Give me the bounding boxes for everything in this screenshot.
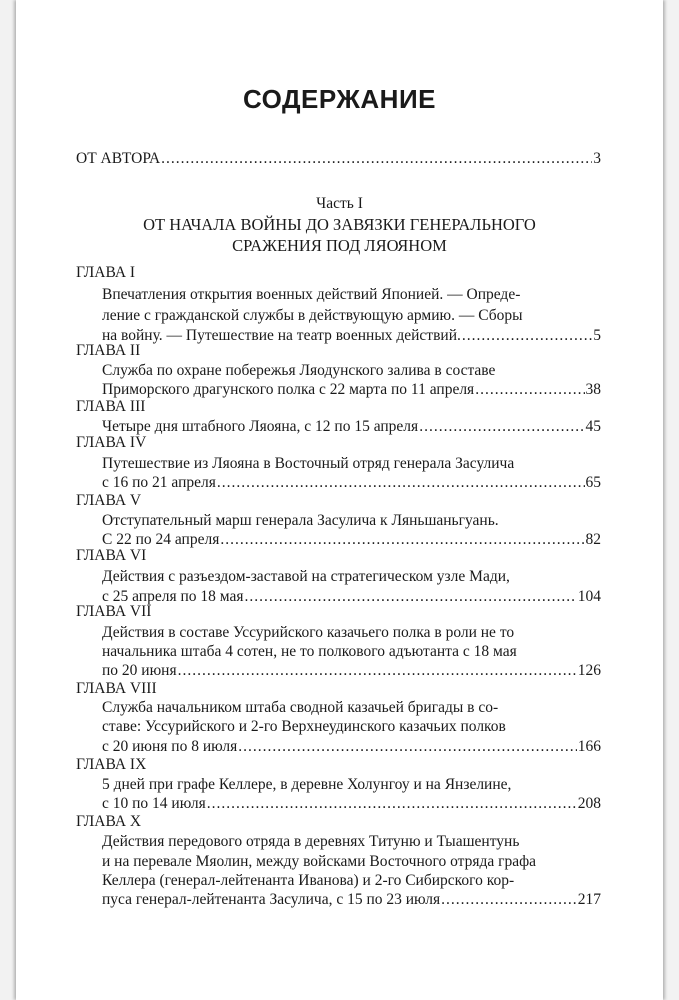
- part-title-line-2: СРАЖЕНИЯ ПОД ЛЯОЯНОМ: [232, 236, 447, 255]
- toc-page-number: 65: [585, 474, 601, 491]
- toc-page-number: 104: [577, 588, 601, 605]
- toc-entry-line: Отступательный марш генерала Засулича к Ляньшаньгуань.: [102, 512, 499, 529]
- leader-dots: [441, 889, 577, 911]
- page-title: СОДЕРЖАНИЕ: [243, 84, 436, 114]
- toc-entry: [102, 472, 601, 494]
- toc-entry-line: 5 дней при графе Келлере, в деревне Холунгоу и на Янзелине,: [102, 776, 512, 793]
- toc-entry: [102, 379, 601, 401]
- toc-entry-text: Четыре дня штабного Ляояна, с 12 по 15 апреля: [102, 418, 419, 435]
- leader-dots: [419, 416, 584, 438]
- toc-entry-text: по 20 июня: [102, 662, 177, 679]
- toc-entry-author: [76, 148, 601, 170]
- toc-entry: [102, 736, 601, 758]
- toc-entry-text: С 22 по 24 апреля: [102, 531, 220, 548]
- toc-entry-line: Служба начальником штаба сводной казачьей бригады в со-: [102, 699, 499, 716]
- toc-page-number: 217: [577, 891, 601, 908]
- toc-page-number: 82: [585, 531, 601, 548]
- toc-entry-text: на войну. — Путешествие на театр военных действий.: [102, 327, 461, 344]
- toc-entry: [102, 325, 601, 347]
- toc-entry-text: с 10 по 14 июля: [102, 795, 206, 812]
- leader-dots: [238, 736, 577, 758]
- toc-entry-line: Впечатления открытия военных действий Японией. — Опреде-: [102, 286, 521, 303]
- toc-page-number: 166: [577, 738, 601, 755]
- toc-entry-line: Действия передового отряда в деревнях Титуню и Тыашентунь: [102, 833, 520, 850]
- toc-page-number: 3: [593, 150, 601, 167]
- leader-dots: [178, 660, 577, 682]
- chapter-heading: ГЛАВА IV: [76, 434, 147, 451]
- toc-entry-line: Келлера (генерал-лейтенанта Иванова) и 2-го Сибирского кор-: [102, 872, 515, 889]
- chapter-heading: ГЛАВА X: [76, 813, 142, 830]
- toc-page-number: 208: [577, 795, 601, 812]
- chapter-heading: ГЛАВА I: [76, 264, 136, 281]
- leader-dots: [244, 586, 576, 608]
- toc-entry: [102, 889, 601, 911]
- toc-entry-text: Приморского драгунского полка с 22 марта по 11 апреля: [102, 381, 475, 398]
- toc-entry-line: Путешествие из Ляояна в Восточный отряд генерала Засулича: [102, 455, 515, 472]
- toc-entry-text: с 20 июня по 8 июля: [102, 738, 238, 755]
- toc-entry: [102, 793, 601, 815]
- toc-entry-text: пуса генерал-лейтенанта Засулича, с 15 по 23 июля: [102, 891, 441, 908]
- toc-entry: [102, 416, 601, 438]
- toc-entry-text: с 25 апреля по 18 мая: [102, 588, 244, 605]
- chapter-heading: ГЛАВА VIII: [76, 680, 157, 697]
- leader-dots: [217, 472, 585, 494]
- chapter-heading: ГЛАВА II: [76, 342, 141, 359]
- toc-entry-text: с 16 по 21 апреля: [102, 474, 216, 491]
- toc-entry-line: Действия с разъездом-заставой на стратегическом узле Мади,: [102, 568, 510, 585]
- toc-page-number: 5: [593, 327, 601, 344]
- part-label: Часть I: [316, 195, 363, 212]
- leader-dots: [462, 325, 592, 347]
- chapter-heading: ГЛАВА V: [76, 492, 142, 509]
- toc-entry-line: ставе: Уссурийского и 2-го Верхнеудинского казачьих полков: [102, 718, 506, 735]
- toc-entry-line: Действия в составе Уссурийского казачьего полка в роли не то: [102, 624, 515, 641]
- book-page: [16, 0, 663, 1000]
- toc-entry-line: Служба по охране побережья Ляодунского залива в составе: [102, 362, 496, 379]
- toc-entry-text: ОТ АВТОРА: [76, 150, 161, 167]
- toc-entry-line: и на перевале Мяолин, между войсками Восточного отряда графа: [102, 853, 537, 870]
- chapter-heading: ГЛАВА IX: [76, 756, 147, 773]
- toc-entry: [102, 529, 601, 551]
- toc-entry: [102, 660, 601, 682]
- chapter-heading: ГЛАВА VII: [76, 603, 152, 620]
- chapter-heading: ГЛАВА III: [76, 398, 146, 415]
- leader-dots: [207, 793, 577, 815]
- chapter-heading: ГЛАВА VI: [76, 547, 147, 564]
- toc-entry: [102, 586, 601, 608]
- leader-dots: [220, 529, 584, 551]
- toc-page-number: 45: [585, 418, 601, 435]
- toc-entry-line: начальника штаба 4 сотен, не то полкового адъютанта с 18 мая: [102, 643, 517, 660]
- toc-page-number: 38: [585, 381, 601, 398]
- toc-entry-line: ление с гражданской службы в действующую армию. — Сборы: [102, 307, 523, 324]
- leader-dots: [475, 379, 584, 401]
- leader-dots: [161, 148, 592, 170]
- toc-page-number: 126: [577, 662, 601, 679]
- part-title-line-1: ОТ НАЧАЛА ВОЙНЫ ДО ЗАВЯЗКИ ГЕНЕРАЛЬНОГО: [143, 215, 536, 234]
